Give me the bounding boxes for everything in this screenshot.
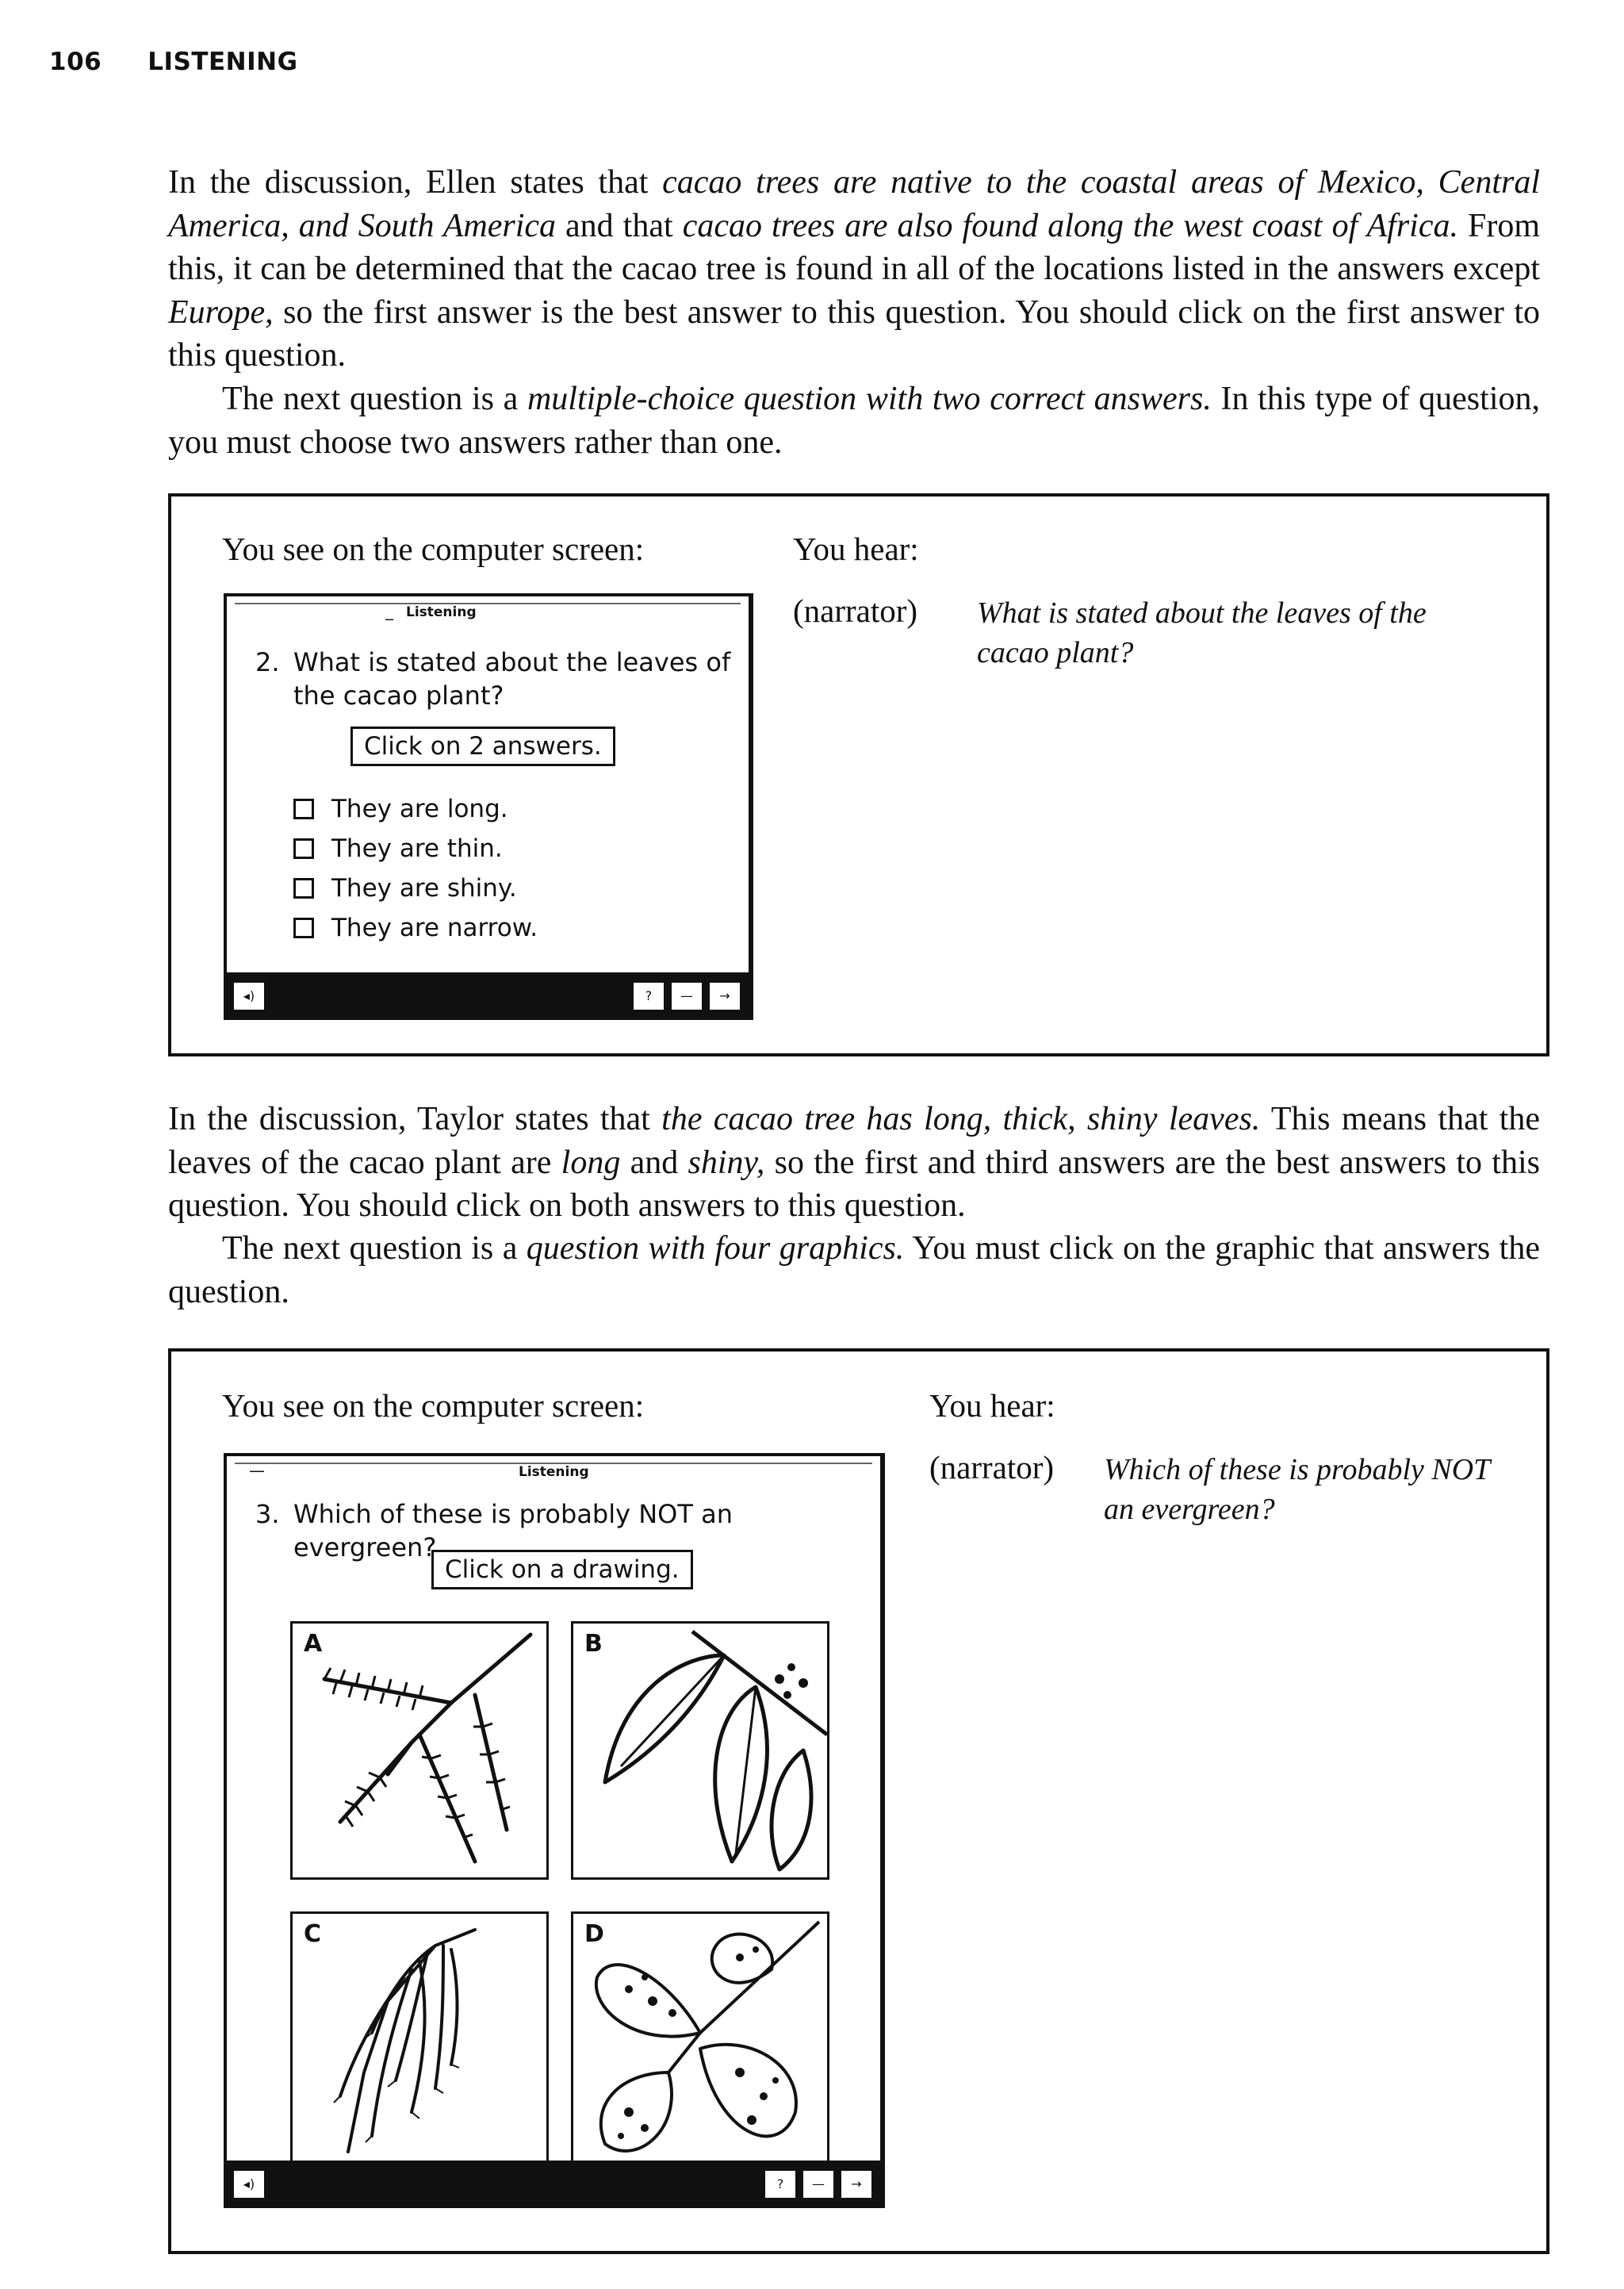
screen-title: Listening: [519, 1464, 589, 1480]
branch-drawing-b: [573, 1624, 827, 1877]
help-button[interactable]: ?: [763, 2168, 798, 2200]
answer-option-3[interactable]: They are shiny.: [293, 874, 517, 903]
explanation-paragraph-2: The next question is a multiple-choice question with two correct answers. In this type of question, you must choose two answers rather than one.: [168, 381, 1540, 461]
explanation-paragraph-1: In the discussion, Ellen states that cacao trees are native to the coastal areas of Mexico, Central America, and South America and that cacao trees are also found along the west coast of Africa. From this, it can be determined that the cacao tree is found in all of the locations listed in the answers except Europe, so the first answer is the best answer to this question. You should click on the first answer to this question.: [168, 164, 1541, 374]
speaker-label-2: (narrator): [929, 1449, 1055, 1486]
screen-toolbar: [227, 2161, 880, 2205]
see-label-2: You see on the computer screen:: [222, 1387, 645, 1424]
answer-option-4[interactable]: They are narrow.: [293, 914, 538, 942]
branch-drawing-a: [293, 1624, 546, 1877]
drawing-letter: B: [584, 1630, 603, 1658]
computer-screen-1: [224, 593, 753, 1020]
see-label-1: You see on the computer screen:: [222, 531, 645, 567]
drawing-letter: D: [584, 1920, 604, 1948]
screen-toolbar: [227, 972, 749, 1017]
question-number: 2.: [255, 647, 280, 677]
ok-button[interactable]: —: [801, 2168, 836, 2200]
drawing-letter: A: [304, 1630, 323, 1658]
checkbox[interactable]: [293, 799, 314, 819]
branch-drawing-d: [573, 1914, 827, 2168]
question-text: What is stated about the leaves of the cacao plant?: [293, 647, 731, 711]
question-text: Which of these is probably NOT an evergreen?: [293, 1499, 733, 1562]
page-header: [49, 48, 298, 76]
instruction-box: Click on 2 answers.: [350, 727, 615, 766]
computer-screen-2: [224, 1453, 885, 2208]
volume-icon[interactable]: ◂): [232, 2168, 266, 2200]
drawing-letter: C: [304, 1920, 322, 1948]
help-button[interactable]: ?: [631, 980, 666, 1012]
instruction-box: Click on a drawing.: [431, 1550, 693, 1589]
answer-option-1[interactable]: They are long.: [293, 795, 508, 823]
screen-top-rule: [235, 603, 741, 604]
speaker-label-1: (narrator): [793, 592, 918, 629]
checkbox[interactable]: [293, 878, 314, 899]
branch-drawing-c: [293, 1914, 546, 2168]
checkbox[interactable]: [293, 838, 314, 859]
next-button[interactable]: →: [839, 2168, 874, 2200]
narrator-question-2: Which of these is probably NOT an evergreen?: [1104, 1453, 1490, 1526]
next-button[interactable]: →: [707, 980, 742, 1012]
window-dash-icon: _: [385, 601, 393, 620]
answer-option-2[interactable]: They are thin.: [293, 834, 503, 863]
page-number: 106: [49, 48, 102, 76]
explanation-paragraph-4: The next question is a question with four graphics. You must click on the graphic that answers the question.: [168, 1230, 1540, 1310]
drawing-option-d[interactable]: [571, 1911, 829, 2170]
narrator-question-1: What is stated about the leaves of the cacao plant?: [977, 596, 1427, 669]
window-dash-icon: —: [249, 1461, 265, 1480]
volume-icon[interactable]: ◂): [232, 980, 266, 1012]
explanation-paragraph-3: In the discussion, Taylor states that the cacao tree has long, thick, shiny leaves. This means that the leaves of the cacao plant are long and shiny, so the first and third answers are the best answers to this question. You should click on both answers to this question.: [168, 1101, 1541, 1224]
question-number: 3.: [255, 1499, 280, 1529]
section-title: LISTENING: [147, 48, 298, 76]
hear-label-2: You hear:: [929, 1387, 1055, 1424]
drawing-option-a[interactable]: [290, 1621, 549, 1880]
checkbox[interactable]: [293, 918, 314, 938]
drawing-option-b[interactable]: [571, 1621, 829, 1880]
hear-label-1: You hear:: [793, 531, 919, 567]
screen-title: Listening: [406, 604, 477, 620]
ok-button[interactable]: —: [669, 980, 704, 1012]
drawing-option-c[interactable]: [290, 1911, 549, 2170]
